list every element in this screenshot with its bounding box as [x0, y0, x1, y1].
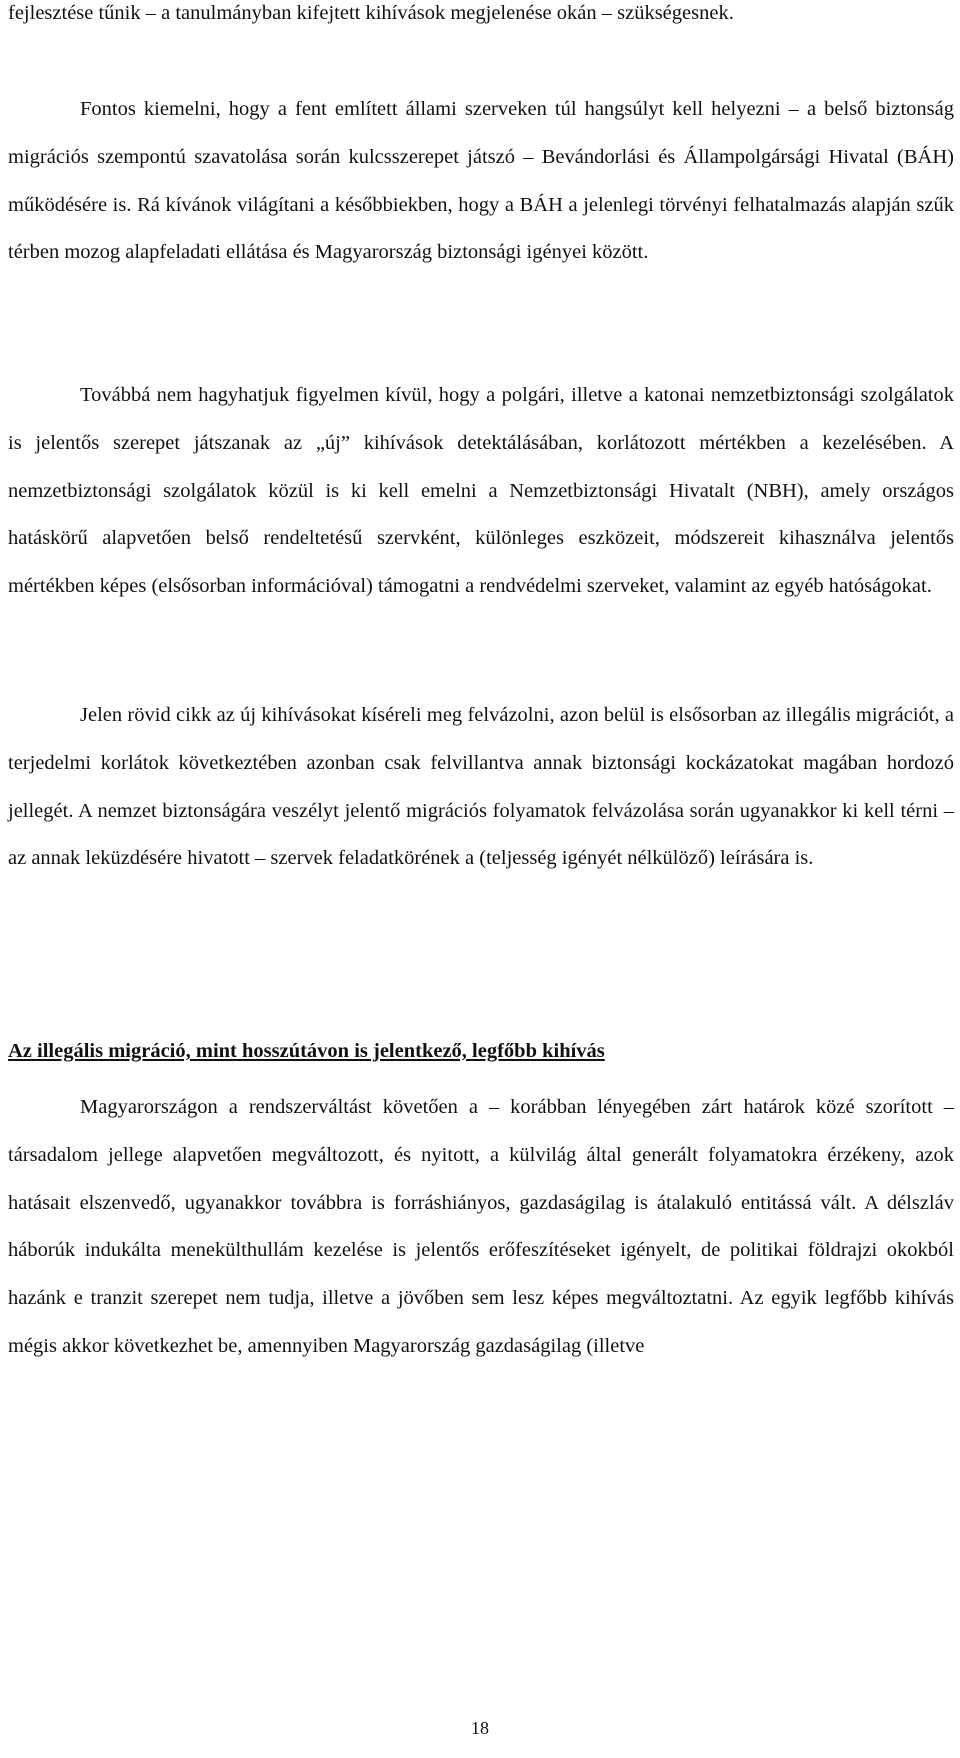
paragraph-national-security-services: Továbbá nem hagyhatjuk figyelmen kívül, hogy a polgári, illetve a katonai nemzetbiztonsági szolgálatok is jelentős szerepet játszanak az „új” kihívások detektálásában, korlátozott mértékben a kezelésében. A nemzetbiztonsági szolgálatok közül is ki kell emelni a Nemzetbiztonsági Hivatalt (NBH), amely országos hatáskörű alapvetően belső rendeltetésű szervként, különleges eszközeit, módszereit kihasználva jelentős mértékben képes (elsősorban információval) támogatni a rendvédelmi szerveket, valamint az egyéb hatóságokat.: [8, 384, 954, 598]
paragraph-article-scope: Jelen rövid cikk az új kihívásokat kíséreli meg felvázolni, azon belül is elsősorban az illegális migrációt, a terjedelmi korlátok következtében azonban csak felvillantva annak biztonsági kockázatokat magában hordozó jellegét. A nemzet biztonságára veszélyt jelentő migrációs folyamatok felvázolása során ugyanakkor ki kell térni – az annak leküzdésére hivatott – szervek feladatkörének a (teljesség igényét nélkülöző) leírására is.: [8, 704, 954, 870]
paragraph-continuation: fejlesztése tűnik – a tanulmányban kifejtett kihívások megjelenése okán – szükségesnek.: [8, 2, 734, 24]
section-heading: Az illegális migráció, mint hosszútávon is jelentkező, legfőbb kihívás: [8, 1040, 605, 1062]
paragraph-bah: Fontos kiemelni, hogy a fent említett állami szerveken túl hangsúlyt kell helyezni – a belső biztonság migrációs szempontú szavatolása során kulcsszerepet játszó – Bevándorlási és Állampolgársági Hivatal (BÁH) működésére is. Rá kívánok világítani a későbbiekben, hogy a BÁH a jelenlegi törvényi felhatalmazás alapján szűk térben mozog alapfeladati ellátása és Magyarország biztonsági igényei között.: [8, 98, 954, 264]
page-number: 18: [471, 1718, 489, 1738]
paragraph-hungary-after-regime-change: Magyarországon a rendszerváltást követően a – korábban lényegében zárt határok közé szorított – társadalom jellege alapvetően megváltozott, és nyitott, a külvilág által generált folyamatokra érzékeny, azok hatásait elszenvedő, ugyanakkor továbbra is forráshiányos, gazdaságilag is átalakuló entitássá vált. A délszláv háborúk indukálta menekülthullám kezelése is jelentős erőfeszítéseket igényelt, de politikai földrajzi okokból hazánk e tranzit szerepet nem tudja, illetve a jövőben sem lesz képes megváltoztatni. Az egyik legfőbb kihívás mégis akkor következhet be, amennyiben Magyarország gazdaságilag (illetve: [8, 1096, 954, 1357]
